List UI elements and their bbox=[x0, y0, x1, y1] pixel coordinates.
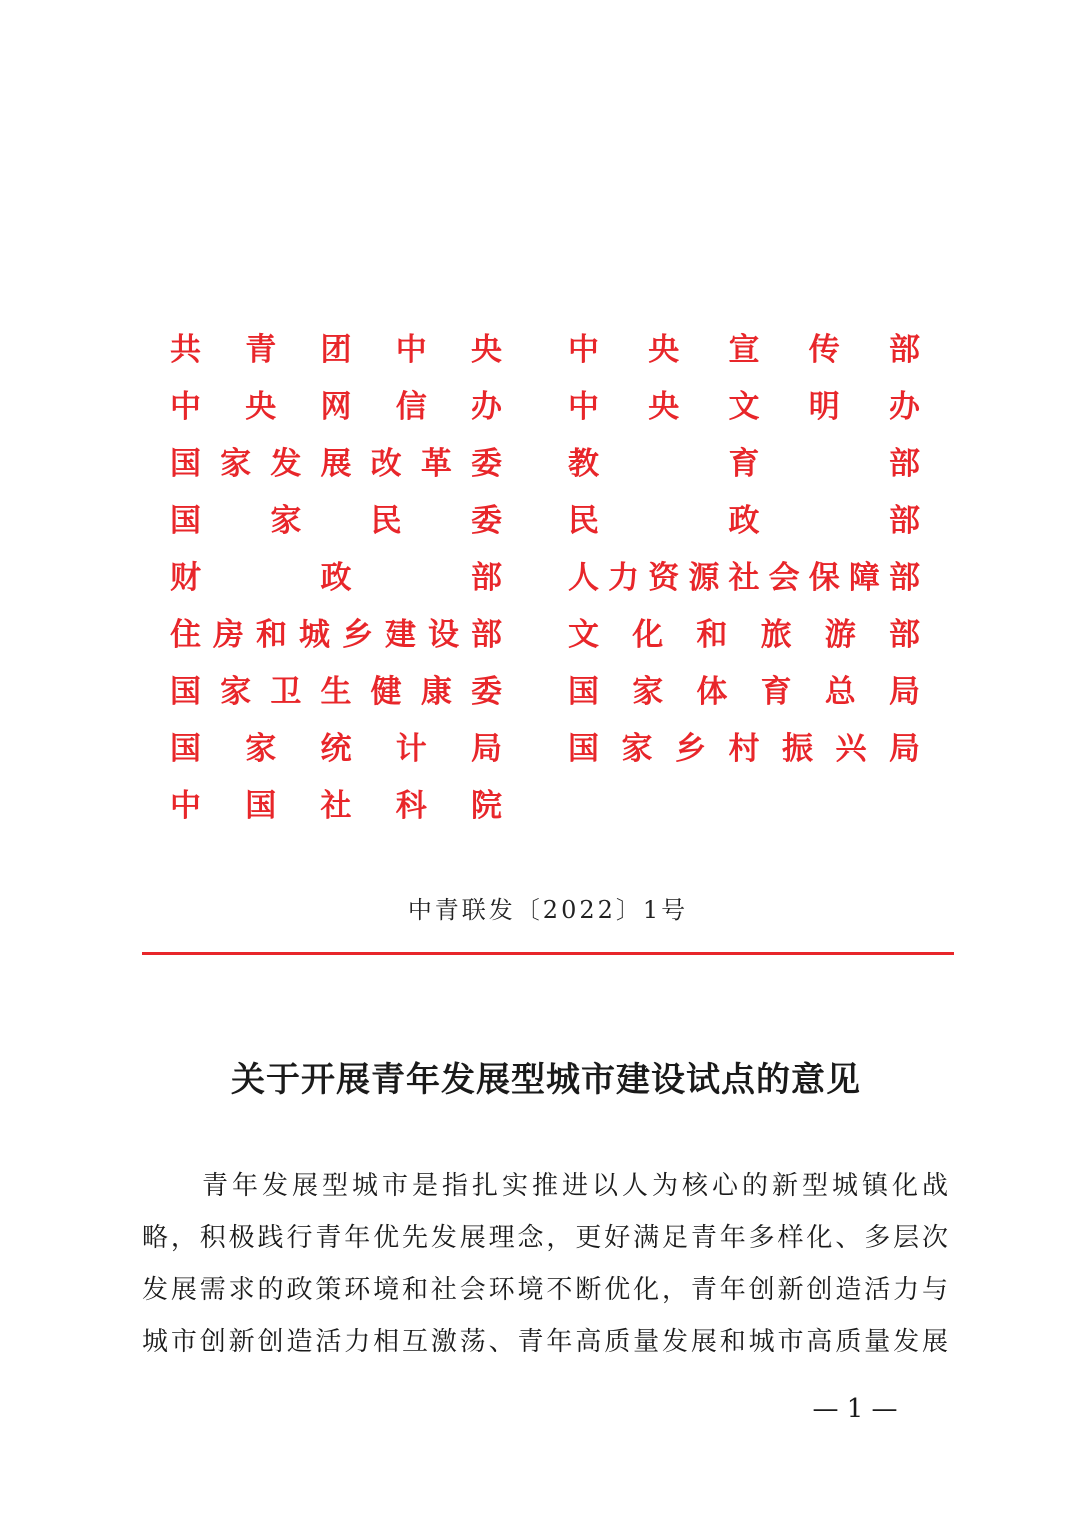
issuer-row bbox=[170, 499, 920, 556]
issuer-name-right: 文化和旅游部 bbox=[568, 617, 920, 653]
issuer-row bbox=[170, 442, 920, 499]
issuer-row bbox=[170, 670, 920, 727]
body-line: 青年发展型城市是指扎实推进以人为核心的新型城镇化战 bbox=[202, 1171, 948, 1201]
issuer-name-right: 国家体育总局 bbox=[568, 674, 920, 710]
issuer-name-right: 人力资源社会保障部 bbox=[568, 560, 920, 596]
issuer-name-left: 财政部 bbox=[170, 560, 502, 596]
issuer-name-left: 住房和城乡建设部 bbox=[170, 617, 502, 653]
issuer-name-left: 国家卫生健康委 bbox=[170, 674, 502, 710]
issuer-name-right bbox=[568, 784, 920, 828]
document-number: 中青联发〔2022〕1号 bbox=[407, 896, 689, 924]
issuer-row bbox=[170, 556, 920, 613]
issuer-name-left: 国家统计局 bbox=[170, 731, 502, 767]
issuer-name-right: 教育部 bbox=[568, 446, 920, 482]
issuer-name-left: 中国社科院 bbox=[170, 788, 502, 824]
issuer-name-left: 国家发展改革委 bbox=[170, 446, 502, 482]
issuer-name-right: 国家乡村振兴局 bbox=[568, 731, 920, 767]
body-text bbox=[142, 1160, 948, 1368]
body-line: 发展需求的政策环境和社会环境不断优化，青年创新创造活力与 bbox=[142, 1275, 948, 1305]
issuer-row bbox=[170, 328, 920, 385]
body-line: 略，积极践行青年优先发展理念，更好满足青年多样化、多层次 bbox=[142, 1223, 948, 1253]
issuer-name-left: 共青团中央 bbox=[170, 332, 502, 368]
issuer-name-right: 中央宣传部 bbox=[568, 332, 920, 368]
issuer-name-left: 国家民委 bbox=[170, 503, 502, 539]
red-divider-line bbox=[142, 952, 954, 955]
issuer-name-left: 中央网信办 bbox=[170, 389, 502, 425]
body-line: 城市创新创造活力相互激荡、青年高质量发展和城市高质量发展 bbox=[142, 1327, 948, 1357]
issuer-row bbox=[170, 784, 920, 841]
issuer-row bbox=[170, 385, 920, 442]
issuing-agencies bbox=[170, 328, 920, 841]
issuer-name-right: 中央文明办 bbox=[568, 389, 920, 425]
page-number: — 1 — bbox=[812, 1394, 898, 1424]
issuer-name-right: 民政部 bbox=[568, 503, 920, 539]
issuer-row bbox=[170, 727, 920, 784]
document-title: 关于开展青年发展型城市建设试点的意见 bbox=[231, 1060, 861, 1100]
issuer-row bbox=[170, 613, 920, 670]
